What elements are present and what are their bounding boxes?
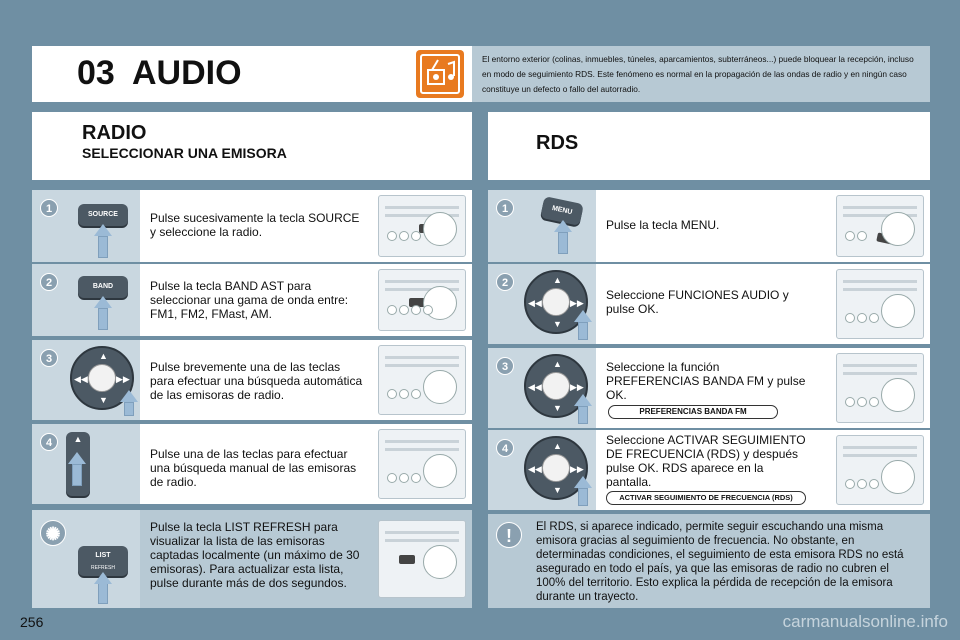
- press-arrow-icon: [120, 390, 138, 402]
- step-text: Pulse sucesivamente la tecla SOURCE y seleccione la radio.: [150, 211, 360, 239]
- rds-step-4: [488, 430, 930, 510]
- tip-text: Pulse la tecla LIST REFRESH para visualizar la lista de las emisoras captadas localmente (un máximo de 30 emisoras). Para actualizar esta lista, pulse durante más de dos segundos.: [150, 520, 360, 590]
- step-number: 2: [40, 273, 58, 291]
- step-text: Seleccione la función PREFERENCIAS BANDA FM y pulse OK.: [606, 360, 806, 402]
- press-arrow-icon: [574, 394, 592, 406]
- rds-heading: RDS: [536, 132, 579, 154]
- chapter-title: AUDIO: [132, 54, 242, 92]
- press-arrow-icon: [94, 224, 112, 236]
- exclamation-icon: !: [496, 522, 522, 548]
- radio-unit-thumbnail: [378, 195, 466, 257]
- press-arrow-icon: [554, 220, 572, 232]
- radio-section-header: [32, 112, 472, 180]
- press-arrow-icon: [94, 296, 112, 308]
- step-number: 4: [496, 439, 514, 457]
- activar-seguimiento-label: ACTIVAR SEGUIMIENTO DE FRECUENCIA (RDS): [606, 491, 806, 505]
- radio-step-1: [32, 190, 472, 262]
- source-key: SOURCE: [78, 204, 128, 226]
- step-text: Pulse una de las teclas para efectuar una búsqueda manual de las emisoras de radio.: [150, 447, 357, 489]
- navigation-dial-icon: ▲ ▼ ◀◀ ▶▶: [524, 436, 588, 500]
- page-number: 256: [20, 614, 44, 630]
- radio-tip: [32, 510, 472, 608]
- navigation-dial-icon: ▲ ▼ ◀◀ ▶▶: [524, 354, 588, 418]
- radio-unit-thumbnail: [836, 195, 924, 257]
- rds-step-1: [488, 190, 930, 262]
- navigation-dial-icon: ▲ ▼ ◀◀ ▶▶: [70, 346, 134, 410]
- chapter-header: [32, 46, 472, 102]
- chapter-number: 03: [77, 54, 115, 92]
- step-text: Pulse la tecla MENU.: [606, 218, 720, 232]
- navigation-dial-icon: ▲ ▼ ◀◀ ▶▶: [524, 270, 588, 334]
- radio-unit-thumbnail: [378, 345, 466, 415]
- press-arrow-icon: [68, 452, 86, 464]
- radio-step-2: [32, 264, 472, 336]
- band-key: BAND: [78, 276, 128, 298]
- sun-tip-icon: ✺: [40, 520, 66, 546]
- step-text: Seleccione ACTIVAR SEGUIMIENTO DE FRECUENCIA (RDS) y después pulse OK. RDS aparece en la pantalla.: [606, 433, 806, 489]
- step-number: 4: [40, 433, 58, 451]
- step-number: 1: [40, 199, 58, 217]
- step-number: 3: [40, 349, 58, 367]
- press-arrow-icon: [574, 476, 592, 488]
- step-text: Pulse brevemente una de las teclas para efectuar una búsqueda automática de las emisoras de radio.: [150, 360, 363, 402]
- radio-unit-thumbnail: [836, 435, 924, 505]
- step-number: 3: [496, 357, 514, 375]
- up-down-keys-icon: ▲: [66, 432, 90, 496]
- press-arrow-icon: [94, 572, 112, 584]
- step-number: 1: [496, 199, 514, 217]
- radio-step-4: [32, 424, 472, 504]
- radio-unit-thumbnail: [378, 520, 466, 598]
- press-arrow-icon: [574, 310, 592, 322]
- radio-unit-thumbnail: [836, 269, 924, 339]
- radio-unit-thumbnail: [378, 269, 466, 331]
- menu-key: MENU: [540, 196, 584, 226]
- radio-unit-thumbnail: [836, 353, 924, 423]
- rds-step-2: [488, 264, 930, 344]
- rds-note: [488, 514, 930, 608]
- watermark: carmanualsonline.info: [782, 612, 948, 631]
- audio-radio-icon: [416, 50, 464, 98]
- radio-unit-thumbnail: [378, 429, 466, 499]
- radio-subheading: SELECCIONAR UNA EMISORA: [82, 145, 287, 161]
- radio-heading: RADIO: [82, 122, 147, 144]
- step-number: 2: [496, 273, 514, 291]
- list-refresh-key: LIST REFRESH: [78, 546, 128, 576]
- preferencias-banda-fm-label: PREFERENCIAS BANDA FM: [608, 405, 778, 419]
- step-text: Seleccione FUNCIONES AUDIO y pulse OK.: [606, 288, 789, 316]
- radio-step-3: [32, 340, 472, 420]
- step-text: Pulse la tecla BAND AST para seleccionar una gama de onda entre: FM1, FM2, FMast, AM.: [150, 279, 349, 321]
- rds-section-header: [488, 112, 930, 180]
- intro-note: El entorno exterior (colinas, inmuebles, túneles, aparcamientos, subterráneos...) puede bloquear la recepción, incluso en modo de seguimiento RDS. Este fenómeno es normal en la propagación de las ondas de radio y en ningún caso constituye un defecto o fallo del autorradio.: [472, 46, 930, 102]
- rds-step-3: [488, 348, 930, 428]
- note-text: El RDS, si aparece indicado, permite seguir escuchando una misma emisora gracias al seguimiento de frecuencia. No obstante, en determinadas condiciones, el seguimiento de esta emisora RDS no está asegurado en todo el país, ya que las emisoras de radio no cubren el 100% del territorio. Esto explica la pérdida de recepción de la emisora durante un trayecto.: [536, 521, 904, 603]
